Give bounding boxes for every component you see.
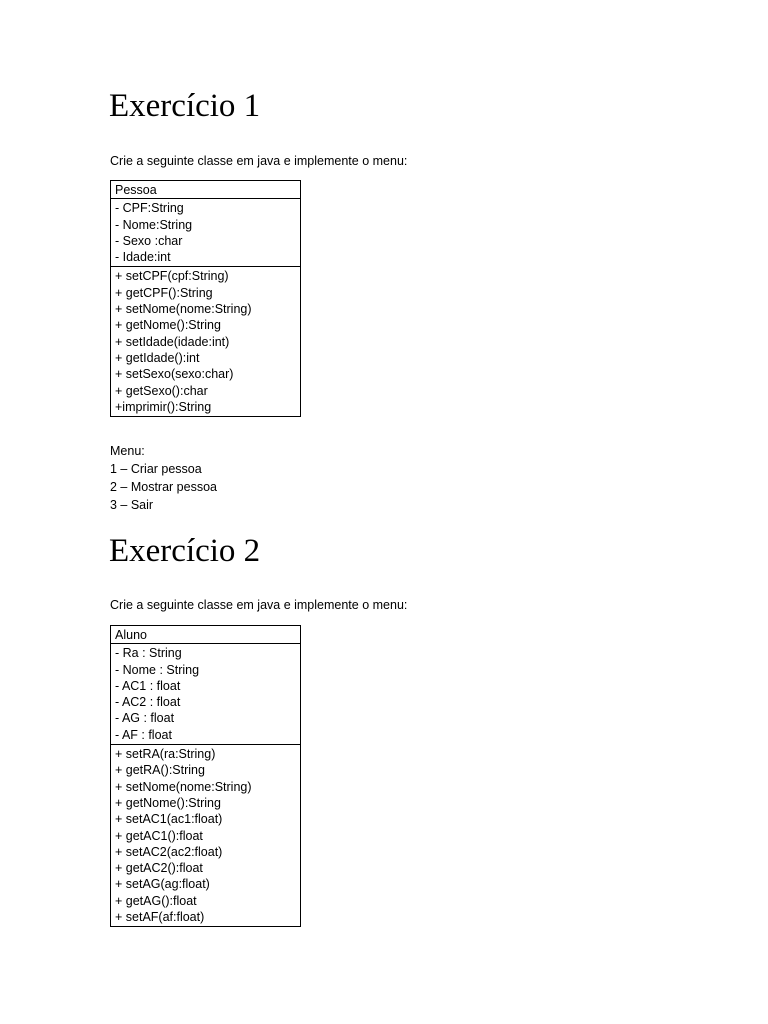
exercise-1-heading: Exercício 1 [109, 88, 261, 124]
attribute: - CPF:String [115, 201, 184, 216]
method: + setRA(ra:String) [115, 747, 216, 762]
attribute: - Ra : String [115, 646, 182, 661]
class-methods [111, 745, 300, 926]
menu-item: 2 – Mostrar pessoa [110, 480, 217, 494]
class-attributes [111, 199, 300, 267]
method: + getAC2():float [115, 861, 203, 876]
method: + setAC2(ac2:float) [115, 844, 223, 859]
class-diagram-aluno [110, 625, 301, 927]
menu-item: 3 – Sair [110, 498, 154, 512]
exercise-1-intro: Crie a seguinte classe em java e implemente o menu: [110, 154, 408, 168]
attribute: - Nome:String [115, 217, 193, 232]
method: + setNome(nome:String) [115, 302, 252, 317]
class-name: Aluno [111, 626, 300, 644]
class-diagram-pessoa [110, 180, 301, 417]
method: + setSexo(sexo:char) [115, 367, 234, 382]
method: + setAF(af:float) [115, 910, 205, 925]
method: + getCPF():String [115, 285, 213, 300]
method: + setNome(nome:String) [115, 779, 252, 794]
method: + getAG():float [115, 893, 197, 908]
attribute: - AF : float [115, 727, 172, 742]
attribute: - AC2 : float [115, 695, 181, 710]
method: + getNome():String [115, 795, 221, 810]
class-name: Pessoa [111, 181, 300, 199]
method: + setIdade(idade:int) [115, 334, 230, 349]
attribute: - Sexo :char [115, 233, 183, 248]
method: + setAC1(ac1:float) [115, 812, 223, 827]
method: + getSexo():char [115, 383, 208, 398]
menu-item: 1 – Criar pessoa [110, 462, 202, 476]
method: + getRA():String [115, 763, 205, 778]
exercise-2-heading: Exercício 2 [109, 533, 261, 569]
method: + getIdade():int [115, 350, 200, 365]
class-methods [111, 267, 300, 416]
class-attributes [111, 644, 300, 745]
method: + setCPF(cpf:String) [115, 269, 229, 284]
exercise-2-intro: Crie a seguinte classe em java e implemente o menu: [110, 598, 408, 612]
method: +imprimir():String [115, 399, 212, 414]
menu-description [110, 442, 217, 514]
method: + setAG(ag:float) [115, 877, 210, 892]
attribute: - AC1 : float [115, 678, 181, 693]
attribute: - Nome : String [115, 662, 200, 677]
method: + getAC1():float [115, 828, 203, 843]
attribute: - AG : float [115, 711, 175, 726]
method: + getNome():String [115, 318, 221, 333]
attribute: - Idade:int [115, 250, 171, 265]
menu-title: Menu: [110, 444, 145, 458]
